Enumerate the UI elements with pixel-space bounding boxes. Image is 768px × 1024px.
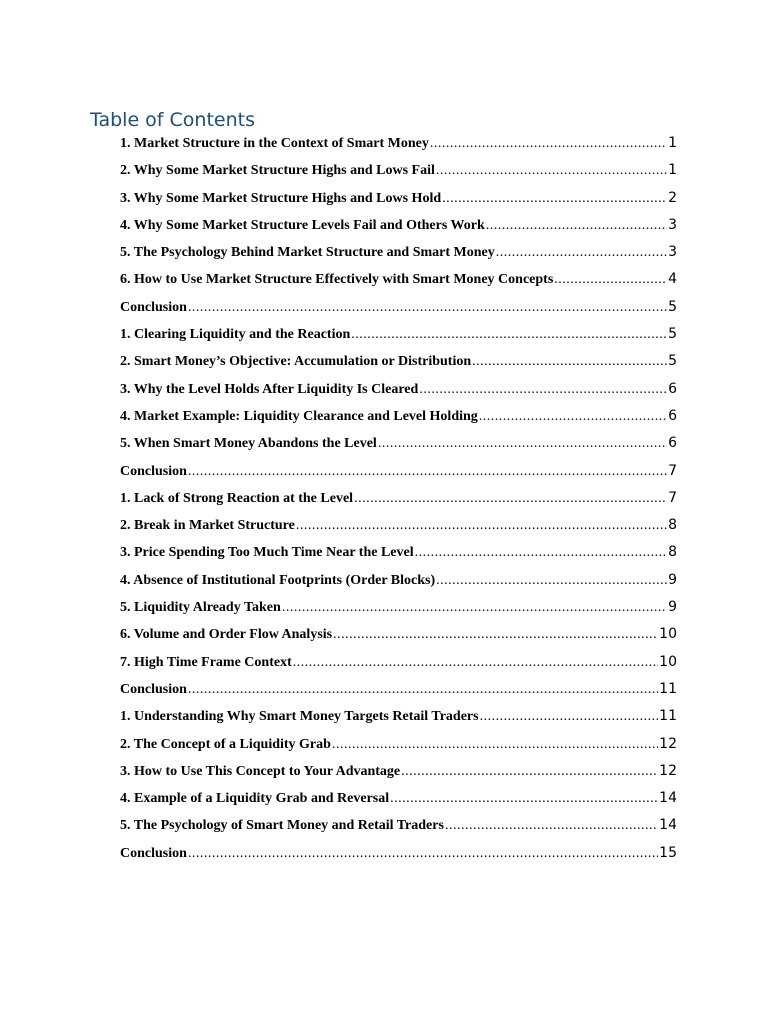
toc-entry-label: 5. Liquidity Already Taken bbox=[120, 600, 281, 616]
toc-entry-page-number: 8 bbox=[668, 544, 677, 561]
toc-entry[interactable] bbox=[120, 294, 677, 321]
toc-entry-label: Conclusion bbox=[120, 681, 187, 697]
toc-entry-label: 1. Clearing Liquidity and the Reaction bbox=[120, 327, 351, 343]
toc-entry[interactable] bbox=[120, 239, 677, 266]
toc-entry-label: 4. Why Some Market Structure Levels Fail and Others Work bbox=[120, 217, 485, 233]
toc-leader-dots bbox=[430, 130, 667, 157]
toc-entry[interactable] bbox=[120, 458, 677, 485]
toc-entry[interactable] bbox=[120, 567, 677, 594]
toc-entry-label: 5. The Psychology Behind Market Structure and Smart Money bbox=[120, 245, 495, 261]
toc-leader-dots bbox=[390, 785, 658, 812]
toc-leader-dots bbox=[333, 621, 658, 648]
toc-entry[interactable] bbox=[120, 266, 677, 293]
toc-leader-dots bbox=[293, 649, 658, 676]
toc-entry[interactable] bbox=[120, 840, 677, 867]
toc-entry-label: 2. The Concept of a Liquidity Grab bbox=[120, 736, 331, 752]
toc-entry-label: 6. How to Use Market Structure Effectively with Smart Money Concepts bbox=[120, 272, 554, 288]
toc-entry-label: 2. Break in Market Structure bbox=[120, 518, 295, 534]
toc-leader-dots bbox=[401, 758, 658, 785]
toc-entry-page-number: 11 bbox=[659, 708, 677, 725]
toc-title: Table of Contents bbox=[90, 109, 255, 131]
toc-entry[interactable] bbox=[120, 321, 677, 348]
toc-leader-dots bbox=[419, 376, 667, 403]
toc-leader-dots bbox=[188, 676, 658, 703]
toc-entry-label: 4. Absence of Institutional Footprints (Order Blocks) bbox=[120, 572, 436, 588]
toc-leader-dots bbox=[296, 512, 667, 539]
toc-leader-dots bbox=[282, 594, 667, 621]
toc-leader-dots bbox=[188, 840, 658, 867]
toc-entry-page-number: 3 bbox=[668, 244, 677, 261]
toc-entry-page-number: 5 bbox=[668, 353, 677, 370]
toc-entry-page-number: 14 bbox=[659, 790, 677, 807]
toc-leader-dots bbox=[354, 485, 667, 512]
toc-entry-label: 3. Why the Level Holds After Liquidity Is Cleared bbox=[120, 381, 419, 397]
toc-entry-page-number: 12 bbox=[659, 735, 677, 752]
toc-leader-dots bbox=[496, 239, 667, 266]
toc-entry[interactable] bbox=[120, 649, 677, 676]
toc-leader-dots bbox=[472, 348, 667, 375]
toc-entry-page-number: 5 bbox=[668, 326, 677, 343]
toc-entry-page-number: 9 bbox=[668, 571, 677, 588]
toc-entry-page-number: 3 bbox=[668, 216, 677, 233]
toc-entry-page-number: 8 bbox=[668, 517, 677, 534]
toc-entry-page-number: 2 bbox=[668, 189, 677, 206]
toc-entry[interactable] bbox=[120, 703, 677, 730]
toc-entry-label: 1. Lack of Strong Reaction at the Level bbox=[120, 490, 354, 506]
toc-entry-label: 6. Volume and Order Flow Analysis bbox=[120, 627, 333, 643]
toc-leader-dots bbox=[188, 294, 667, 321]
toc-entry-page-number: 15 bbox=[659, 844, 677, 861]
toc-entry-page-number: 6 bbox=[668, 407, 677, 424]
toc-leader-dots bbox=[415, 539, 667, 566]
toc-leader-dots bbox=[378, 430, 667, 457]
toc-list bbox=[120, 130, 677, 867]
toc-entry-page-number: 9 bbox=[668, 599, 677, 616]
toc-entry-page-number: 6 bbox=[668, 380, 677, 397]
toc-entry[interactable] bbox=[120, 403, 677, 430]
toc-leader-dots bbox=[332, 731, 658, 758]
toc-entry-page-number: 7 bbox=[668, 489, 677, 506]
toc-entry-label: 4. Market Example: Liquidity Clearance and Level Holding bbox=[120, 408, 478, 424]
toc-leader-dots bbox=[436, 567, 667, 594]
toc-entry-page-number: 1 bbox=[668, 162, 677, 179]
toc-entry[interactable] bbox=[120, 212, 677, 239]
toc-entry-page-number: 14 bbox=[659, 817, 677, 834]
toc-entry-page-number: 4 bbox=[668, 271, 677, 288]
toc-entry-label: 2. Smart Money’s Objective: Accumulation or Distribution bbox=[120, 354, 472, 370]
toc-entry[interactable] bbox=[120, 485, 677, 512]
toc-entry-label: Conclusion bbox=[120, 463, 187, 479]
toc-leader-dots bbox=[479, 403, 667, 430]
toc-entry[interactable] bbox=[120, 594, 677, 621]
toc-entry-label: 3. How to Use This Concept to Your Advantage bbox=[120, 763, 401, 779]
toc-entry[interactable] bbox=[120, 758, 677, 785]
toc-entry-label: 1. Understanding Why Smart Money Targets Retail Traders bbox=[120, 709, 479, 725]
toc-entry[interactable] bbox=[120, 812, 677, 839]
toc-entry-page-number: 7 bbox=[668, 462, 677, 479]
toc-leader-dots bbox=[486, 212, 667, 239]
toc-leader-dots bbox=[188, 458, 667, 485]
toc-leader-dots bbox=[445, 812, 658, 839]
toc-leader-dots bbox=[480, 703, 659, 730]
toc-entry-label: 7. High Time Frame Context bbox=[120, 654, 292, 670]
toc-entry-page-number: 12 bbox=[659, 762, 677, 779]
toc-entry[interactable] bbox=[120, 348, 677, 375]
toc-entry[interactable] bbox=[120, 676, 677, 703]
toc-entry[interactable] bbox=[120, 430, 677, 457]
toc-entry[interactable] bbox=[120, 785, 677, 812]
toc-entry-page-number: 5 bbox=[668, 298, 677, 315]
toc-entry[interactable] bbox=[120, 376, 677, 403]
toc-leader-dots bbox=[442, 185, 667, 212]
toc-entry-label: 4. Example of a Liquidity Grab and Reversal bbox=[120, 791, 390, 807]
toc-entry-label: 5. The Psychology of Smart Money and Retail Traders bbox=[120, 818, 444, 834]
toc-entry[interactable] bbox=[120, 731, 677, 758]
toc-entry-page-number: 1 bbox=[668, 135, 677, 151]
toc-entry-label: 1. Market Structure in the Context of Smart Money bbox=[120, 136, 429, 151]
toc-entry-page-number: 10 bbox=[659, 653, 677, 670]
toc-entry[interactable] bbox=[120, 185, 677, 212]
toc-leader-dots bbox=[554, 266, 667, 293]
toc-entry[interactable] bbox=[120, 621, 677, 648]
toc-entry-label: Conclusion bbox=[120, 845, 187, 861]
toc-entry-label: 3. Price Spending Too Much Time Near the Level bbox=[120, 545, 414, 561]
toc-entry-page-number: 10 bbox=[659, 626, 677, 643]
toc-entry[interactable] bbox=[120, 157, 677, 184]
toc-entry[interactable] bbox=[120, 539, 677, 566]
toc-entry-label: 2. Why Some Market Structure Highs and Lows Fail bbox=[120, 163, 435, 179]
toc-entry-page-number: 11 bbox=[659, 680, 677, 697]
toc-leader-dots bbox=[351, 321, 667, 348]
toc-entry-label: Conclusion bbox=[120, 299, 187, 315]
toc-entry[interactable] bbox=[120, 130, 677, 157]
toc-entry[interactable] bbox=[120, 512, 677, 539]
toc-entry-label: 3. Why Some Market Structure Highs and Lows Hold bbox=[120, 190, 442, 206]
toc-leader-dots bbox=[436, 157, 667, 184]
toc-entry-label: 5. When Smart Money Abandons the Level bbox=[120, 436, 377, 452]
toc-entry-page-number: 6 bbox=[668, 435, 677, 452]
